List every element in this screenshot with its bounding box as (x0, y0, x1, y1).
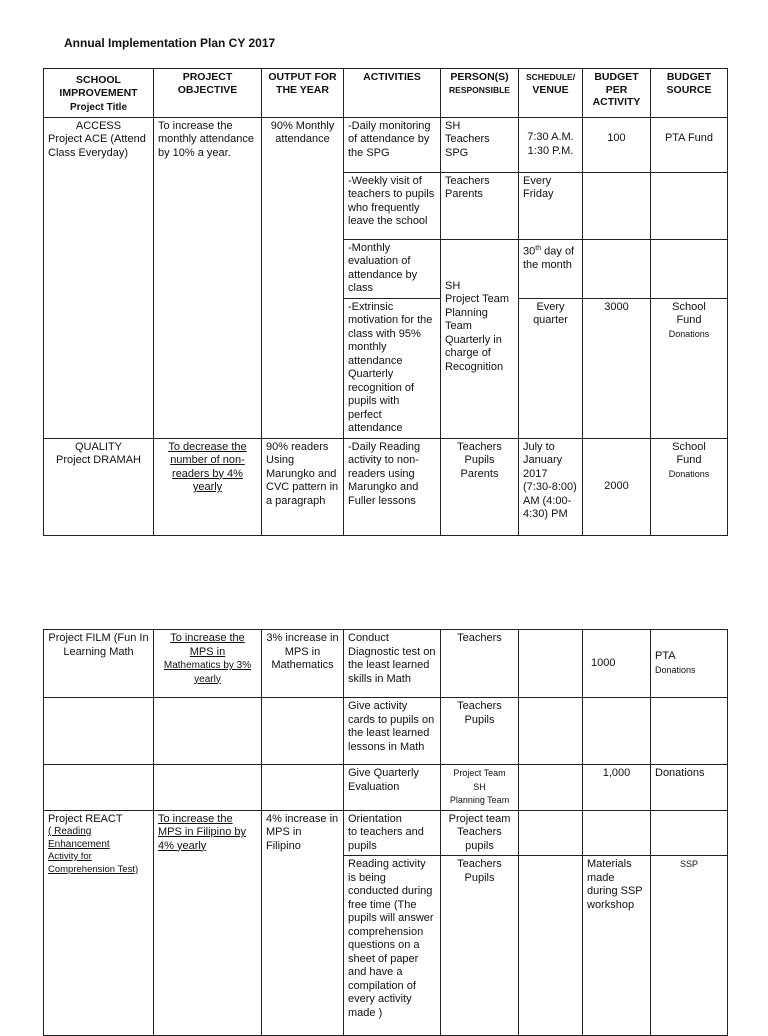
react-persons-2: Teachers Pupils (441, 856, 519, 1036)
table-row (44, 810, 728, 856)
table-row (44, 438, 728, 535)
react-schedule-2 (519, 856, 583, 1036)
film-empty-output (262, 698, 344, 765)
access-source-4-label: School Fund (672, 300, 706, 326)
film-persons-3: Project Team SH Planning Team (441, 765, 519, 811)
film-objective (154, 630, 262, 698)
film-empty-objective (154, 698, 262, 765)
header-activities: ACTIVITIES (344, 69, 441, 118)
access-schedule-3-rest: day of the month (523, 245, 575, 271)
access-budget-4: 3000 (583, 298, 651, 438)
access-activity-2: -Weekly visit of teachers to pupils who frequently leave the school (344, 172, 441, 239)
react-subtitle-2: Activity for Comprehension Test) (48, 851, 139, 875)
table-row (44, 117, 728, 172)
access-source-2 (651, 172, 728, 239)
quality-source-label: School Fund (672, 440, 706, 466)
react-objective: To increase the MPS in Filipino by 4% yearly (154, 810, 262, 1036)
access-schedule-3-sup: th (535, 244, 542, 252)
access-persons-1: SH Teachers SPG (441, 117, 519, 172)
film-source-1-sub: Donations (655, 664, 696, 675)
access-schedule-3-day: 30 (523, 245, 536, 258)
header-project-title: Project Title (69, 102, 128, 113)
table-row (44, 765, 728, 811)
film-empty-title-2 (44, 765, 154, 811)
film-persons-1: Teachers (441, 630, 519, 698)
access-output: 90% Monthly attendance (262, 117, 344, 438)
film-schedule-2 (519, 698, 583, 765)
access-source-4-sub: Donations (668, 328, 710, 339)
quality-budget: 2000 (583, 438, 651, 535)
header-schedule-label: SCHEDULE/ (525, 72, 576, 82)
quality-activity: -Daily Reading activity to non-readers using Marungko and Fuller lessons (344, 438, 441, 535)
film-source-1-label: PTA (655, 650, 676, 662)
film-objective-line-1: To increase the MPS in (170, 632, 245, 658)
react-subtitle-1: ( Reading Enhancement (48, 826, 110, 850)
header-row (44, 69, 728, 118)
access-schedule-4: Every quarter (519, 298, 583, 438)
access-persons-3: SH Project Team Planning Team Quarterly in charge of Recognition (441, 239, 519, 438)
film-empty-objective-2 (154, 765, 262, 811)
header-school-improvement (44, 69, 154, 118)
film-project-title: Project FILM (Fun In Learning Math (44, 630, 154, 698)
header-budget: BUDGET PER ACTIVITY (583, 69, 651, 118)
document-title: Annual Implementation Plan CY 2017 (64, 36, 276, 50)
film-empty-title (44, 698, 154, 765)
table-row (44, 698, 728, 765)
quality-project-cell (44, 438, 154, 535)
table-row (44, 630, 728, 698)
quality-objective: To decrease the number of non-readers by 4% yearly (154, 438, 262, 535)
header-output: OUTPUT FOR THE YEAR (262, 69, 344, 118)
react-title: Project REACT (48, 812, 123, 825)
access-budget-2 (583, 172, 651, 239)
film-budget-1: 1000 (583, 630, 651, 698)
film-activity-1: Conduct Diagnostic test on the least learned skills in Math (344, 630, 441, 698)
react-source-1 (651, 810, 728, 856)
access-source-1: PTA Fund (651, 117, 728, 172)
react-output: 4% increase in MPS in Filipino (262, 810, 344, 1036)
header-project-objective: PROJECT OBJECTIVE (154, 69, 262, 118)
access-schedule-2: Every Friday (519, 172, 583, 239)
react-activity-2: Reading activity is being conducted during free time (The pupils will answer comprehension questions on a sheet of paper and have a compilation of every activity made ) (344, 856, 441, 1036)
quality-schedule: July to January 2017 (7:30-8:00) AM (4:00-4:30) PM (519, 438, 583, 535)
header-school-improvement-label: SCHOOL IMPROVEMENT (59, 74, 138, 99)
header-venue-label: VENUE (532, 83, 569, 96)
film-output: 3% increase in MPS in Mathematics (262, 630, 344, 698)
react-activity-1: Orientation to teachers and pupils (344, 810, 441, 856)
access-project-cell (44, 117, 154, 438)
film-persons-2: Teachers Pupils (441, 698, 519, 765)
film-activity-3: Give Quarterly Evaluation (344, 765, 441, 811)
header-source: BUDGET SOURCE (651, 69, 728, 118)
quality-subtitle: Project DRAMAH (56, 454, 141, 466)
react-schedule-1 (519, 810, 583, 856)
film-empty-output-2 (262, 765, 344, 811)
react-budget-2: Materials made during SSP workshop (583, 856, 651, 1036)
film-activity-2: Give activity cards to pupils on the least learned lessons in Math (344, 698, 441, 765)
quality-persons: Teachers Pupils Parents (441, 438, 519, 535)
access-budget-3 (583, 239, 651, 298)
react-project-cell (44, 810, 154, 1036)
film-source-3: Donations (651, 765, 728, 811)
quality-output: 90% readers Using Marungko and CVC pattern in a paragraph (262, 438, 344, 535)
react-persons-1: Project team Teachers pupils (441, 810, 519, 856)
quality-source-sub: Donations (668, 468, 710, 479)
access-source-4 (651, 298, 728, 438)
access-activity-3: -Monthly evaluation of attendance by class (344, 239, 441, 298)
film-source-2 (651, 698, 728, 765)
header-persons-label: PERSON(S) (450, 71, 509, 83)
quality-title: QUALITY (74, 440, 123, 453)
access-activity-1: -Daily monitoring of attendance by the SPG (344, 117, 441, 172)
access-activity-4: -Extrinsic motivation for the class with 95% monthly attendance Quarterly recognition of pupils with perfect attendance (344, 298, 441, 438)
access-schedule-3 (519, 239, 583, 298)
film-schedule-1 (519, 630, 583, 698)
access-subtitle: Project ACE (Attend Class Everyday) (48, 133, 146, 159)
quality-source (651, 438, 728, 535)
access-objective: To increase the monthly attendance by 10% a year. (154, 117, 262, 438)
film-budget-3: 1,000 (583, 765, 651, 811)
header-persons (441, 69, 519, 118)
access-budget-1: 100 (583, 117, 651, 172)
film-schedule-3 (519, 765, 583, 811)
access-persons-2: Teachers Parents (441, 172, 519, 239)
implementation-plan-table-1 (43, 68, 728, 536)
react-source-2: SSP (651, 856, 728, 1036)
header-schedule (519, 69, 583, 118)
react-budget-1 (583, 810, 651, 856)
implementation-plan-table-2 (43, 629, 728, 1036)
film-budget-2 (583, 698, 651, 765)
film-objective-line-2: Mathematics by 3% yearly (163, 660, 252, 685)
access-source-3 (651, 239, 728, 298)
access-schedule-1: 7:30 A.M. 1:30 P.M. (519, 117, 583, 172)
film-source-1 (651, 630, 728, 698)
access-title: ACCESS (75, 119, 122, 132)
header-persons-sub: RESPONSIBLE (449, 84, 510, 95)
